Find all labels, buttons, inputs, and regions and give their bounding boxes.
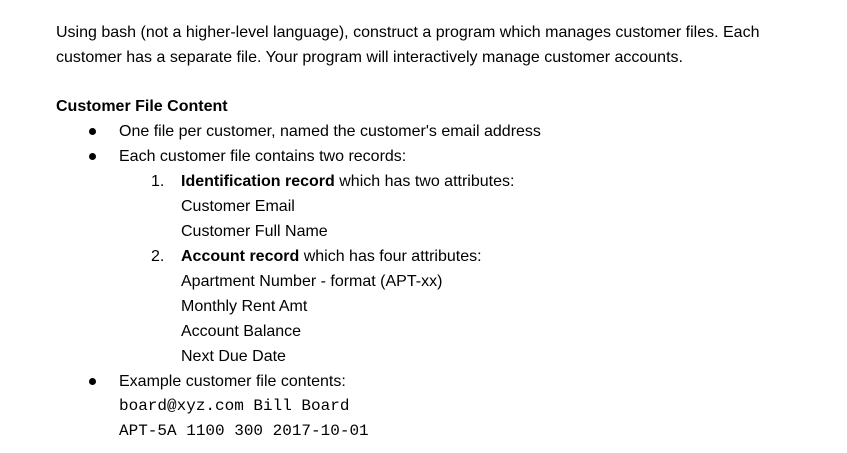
record-attribute: Monthly Rent Amt [181,298,308,315]
bullet-item-records [56,144,836,369]
content-bullet-list [56,119,836,444]
record-description: which has four attributes: [299,248,482,265]
example-code-line-1: board@xyz.com Bill Board [119,397,350,415]
intro-line-1: Using bash (not a higher-level language), construct a program which manages customer files. Each [56,24,760,41]
record-name: Account record [181,248,300,265]
bullet-dot-icon [89,378,96,385]
intro-paragraph [56,20,836,70]
example-code-line-2: APT-5A 1100 300 2017-10-01 [119,422,369,440]
record-number: 1. [151,173,165,190]
records-list [119,169,836,369]
record-attribute: Next Due Date [181,348,286,365]
record-item-identification [119,169,836,244]
record-attribute: Account Balance [181,323,302,340]
bullet-text: Example customer file contents: [119,373,346,390]
bullet-dot-icon [89,153,96,160]
record-name: Identification record [181,173,335,190]
record-number: 2. [151,248,165,265]
record-description: which has two attributes: [334,173,515,190]
bullet-item-example [56,369,836,444]
bullet-text: One file per customer, named the customer's email address [119,123,541,140]
record-attribute: Customer Full Name [181,223,328,240]
bullet-dot-icon [89,128,96,135]
record-attribute: Customer Email [181,198,295,215]
document-page [56,20,836,444]
record-item-account [119,244,836,369]
section-heading: Customer File Content [56,98,228,115]
intro-line-2: customer has a separate file. Your program will interactively manage customer accounts. [56,49,683,66]
bullet-item-one-file [56,119,836,144]
bullet-text: Each customer file contains two records: [119,148,407,165]
record-attribute: Apartment Number - format (APT-xx) [181,273,443,290]
